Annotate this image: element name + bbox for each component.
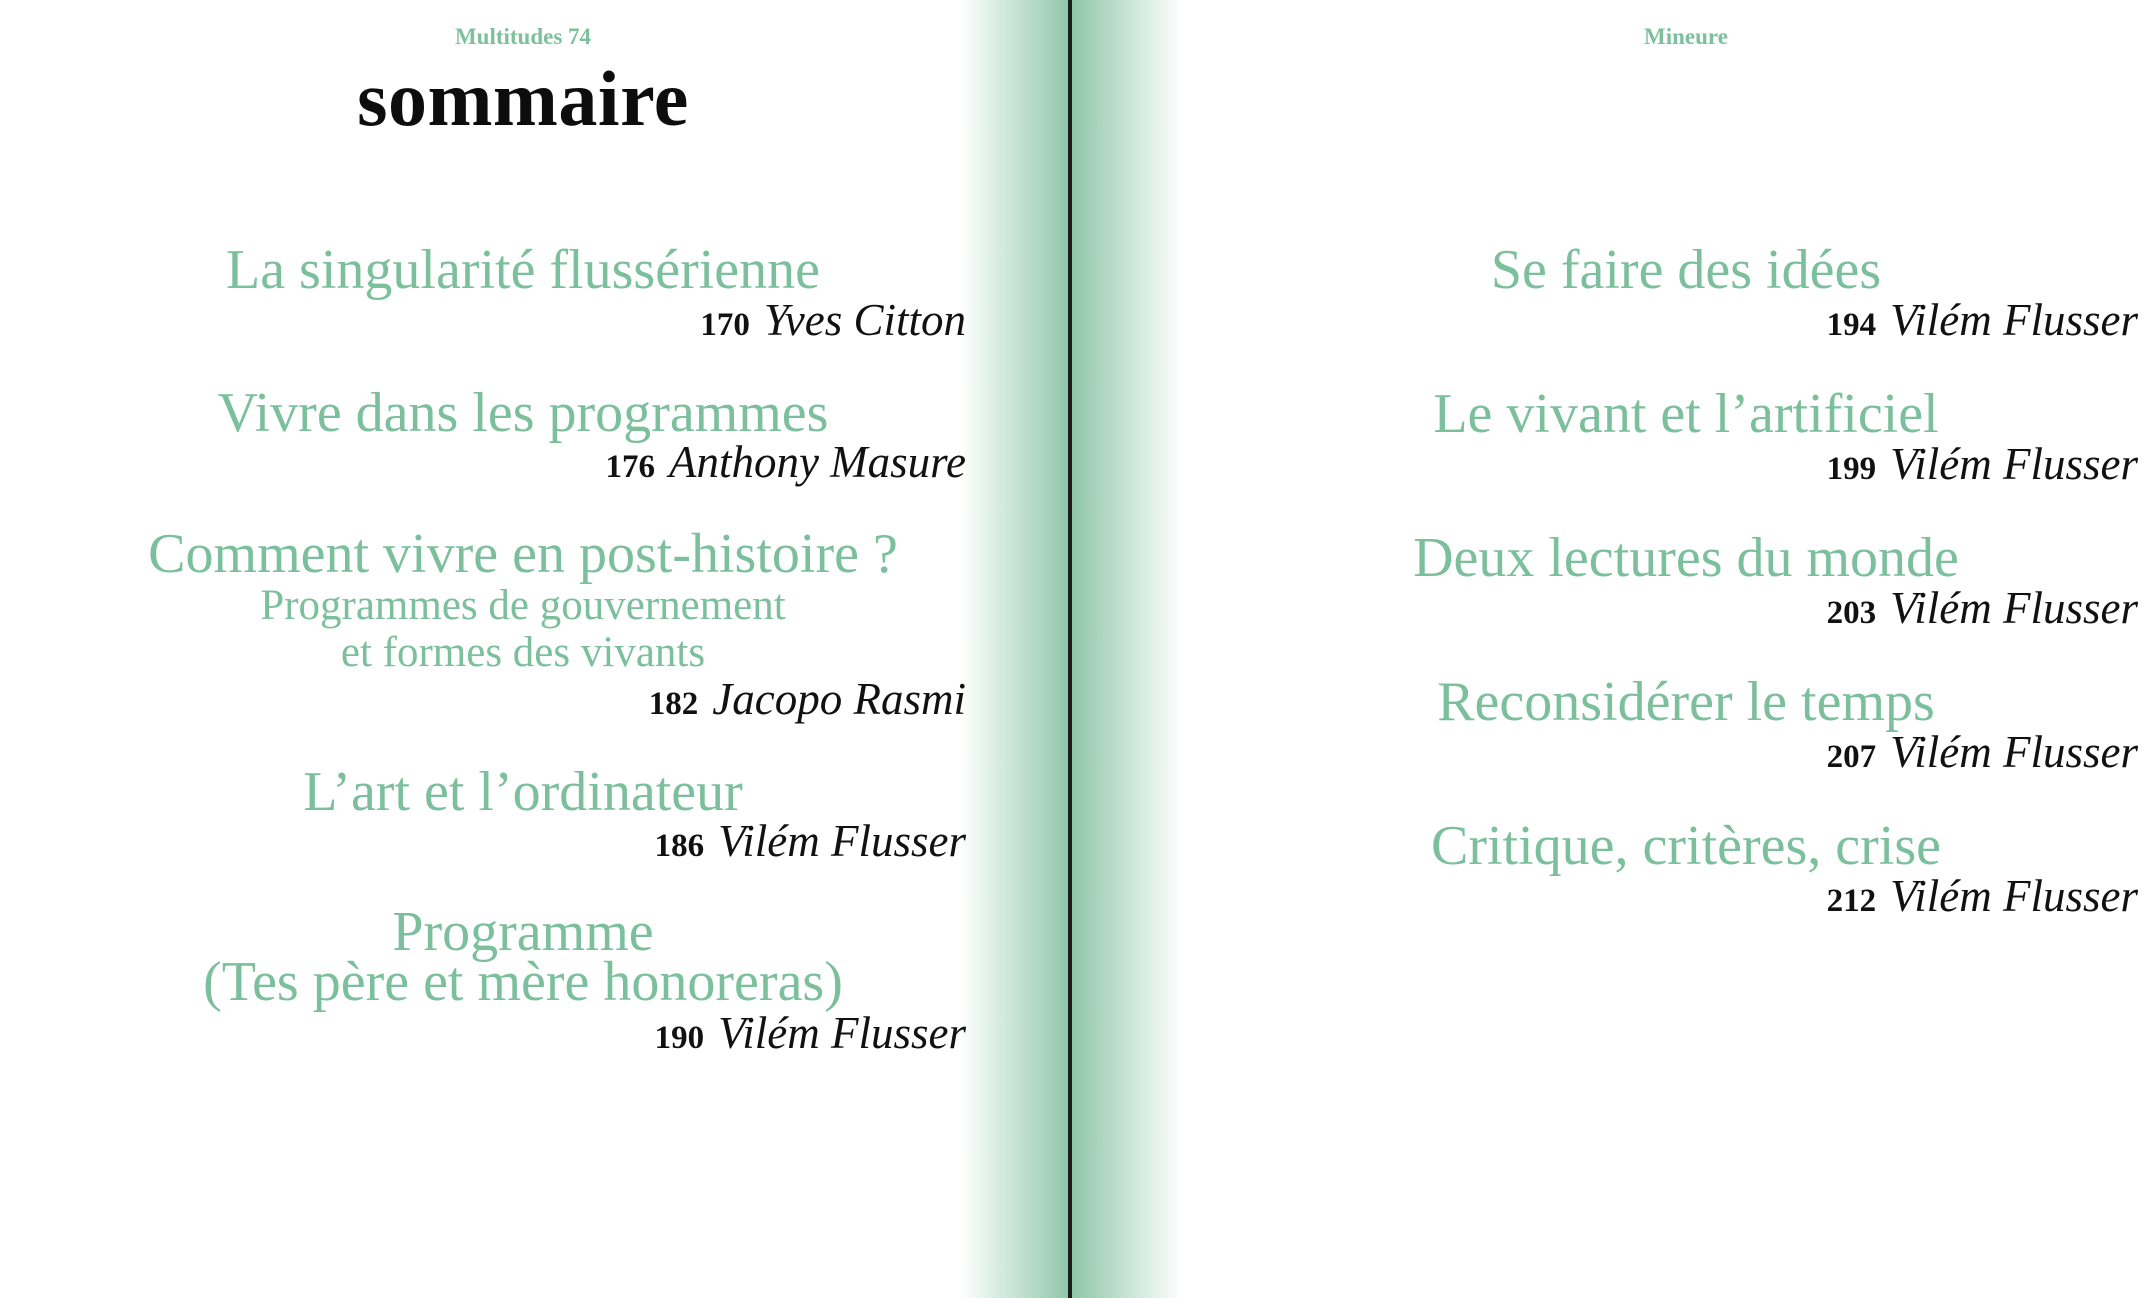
toc-page-number: 194 bbox=[1826, 307, 1877, 343]
toc-author: Vilém Flusser bbox=[1890, 295, 2138, 345]
toc-entry-title[interactable]: Se faire des idées bbox=[1490, 239, 1882, 301]
toc-entry-byline bbox=[1826, 583, 2138, 633]
toc-page-number: 182 bbox=[648, 686, 699, 722]
toc-author: Vilém Flusser bbox=[718, 1008, 966, 1058]
toc-entry-title[interactable]: La singularité flussérienne bbox=[225, 239, 820, 301]
running-head-left: Multitudes 74 bbox=[454, 24, 592, 49]
toc-page-number: 212 bbox=[1826, 883, 1877, 919]
toc-entry-title[interactable]: L’art et l’ordinateur bbox=[303, 761, 743, 823]
right-page bbox=[1072, 0, 2148, 1298]
toc-author: Yves Citton bbox=[763, 295, 966, 345]
toc-author: Vilém Flusser bbox=[1890, 439, 2138, 489]
running-head-right: Mineure bbox=[1644, 24, 1728, 49]
toc-page-number: 207 bbox=[1826, 739, 1877, 775]
left-page bbox=[0, 0, 1070, 1298]
toc-entry-byline bbox=[1826, 727, 2138, 777]
toc-entry-byline bbox=[605, 437, 966, 487]
toc-entry-byline bbox=[1826, 439, 2138, 489]
toc-author: Anthony Masure bbox=[668, 437, 966, 487]
toc-author: Vilém Flusser bbox=[1890, 727, 2138, 777]
toc-page-number: 190 bbox=[654, 1020, 705, 1056]
toc-entry-title[interactable]: Reconsidérer le temps bbox=[1437, 671, 1935, 733]
toc-page-number: 203 bbox=[1826, 595, 1877, 631]
toc-page-number: 176 bbox=[605, 449, 655, 485]
toc-entry-title[interactable]: Critique, critères, crise bbox=[1430, 815, 1941, 877]
toc-page-number: 199 bbox=[1826, 451, 1877, 487]
toc-entry-byline bbox=[700, 295, 966, 345]
toc-author: Vilém Flusser bbox=[1890, 583, 2138, 633]
toc-entry-title[interactable]: Programme bbox=[392, 901, 654, 963]
toc-entry-byline bbox=[1826, 295, 2138, 345]
toc-entry-title[interactable]: Le vivant et l’artificiel bbox=[1433, 383, 1939, 445]
toc-entry-byline bbox=[648, 674, 966, 724]
toc-entry-title[interactable]: Vivre dans les programmes bbox=[217, 382, 829, 444]
toc-entry-title-line-2[interactable]: (Tes père et mère honoreras) bbox=[203, 951, 843, 1013]
toc-entry-subtitle: et formes des vivants bbox=[340, 629, 706, 676]
toc-author: Vilém Flusser bbox=[718, 816, 966, 866]
toc-entry-byline bbox=[654, 816, 966, 866]
toc-author: Vilém Flusser bbox=[1890, 871, 2138, 921]
toc-page-number: 170 bbox=[700, 307, 750, 343]
page-title: sommaire bbox=[357, 55, 689, 142]
toc-entry-byline bbox=[654, 1008, 966, 1058]
toc-entry-title[interactable]: Deux lectures du monde bbox=[1413, 527, 1959, 589]
toc-author: Jacopo Rasmi bbox=[712, 674, 966, 724]
toc-entry-title[interactable]: Comment vivre en post-histoire ? bbox=[148, 523, 898, 585]
toc-page-number: 186 bbox=[654, 828, 705, 864]
toc-entry-byline bbox=[1826, 871, 2138, 921]
toc-entry-subtitle: Programmes de gouvernement bbox=[260, 582, 786, 629]
